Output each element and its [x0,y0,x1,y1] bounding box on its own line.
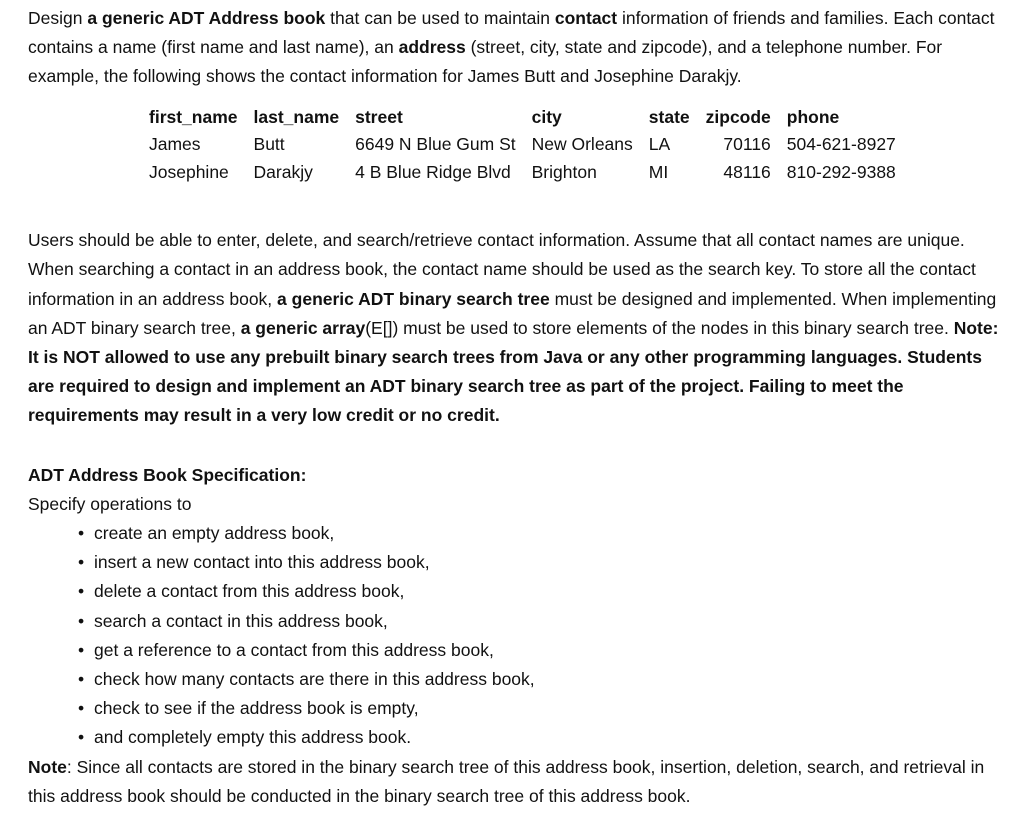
table-cell: New Orleans [531,134,633,155]
list-item-text: create an empty address book, [94,522,335,543]
requirements-bold-note: Note: It is NOT allowed to use any prebuilt binary search trees from Java or any other programming languages. Students are required to design and implement an ADT binary search tree as part of the project. Failing to meet the requirements may result in a very low credit or no credit. [28,317,999,426]
requirements-bold-generic-array: a generic array [240,317,366,338]
intro-bold-contact: contact [554,8,618,28]
requirements-text: Users should be able to enter, delete, and search/retrieve contact information. Assume that all contact names are unique. When searching a contact in an address book, the contact name should be used as the search key. To store all the contact information in an address book, [28,230,976,309]
list-item-text: check how many contacts are there in this address book, [94,668,535,689]
table-cell: Darakjy [253,161,313,182]
spec-heading-text: ADT Address Book Specification: [28,464,307,485]
table-row [142,159,905,187]
bullet-icon: • [78,639,85,660]
bullet-icon: • [78,698,85,719]
list-item [78,723,1010,752]
intro-bold-adt-address-book: a generic ADT Address book [87,8,326,28]
table-cell: 4 B Blue Ridge Blvd [355,161,511,182]
spec-lead: Specify operations to [28,493,192,514]
closing-note [28,753,1010,811]
column-header-first-name: first_name [149,106,238,127]
list-item-text: get a reference to a contact from this address book, [94,639,494,660]
table-cell: Butt [253,134,285,155]
requirements-bold-bst: a generic ADT binary search tree [277,288,550,309]
table-header-row [142,104,905,132]
table-row [142,131,905,159]
list-item [78,519,1010,548]
list-item-text: and completely empty this address book. [94,727,412,748]
list-item [78,577,1010,606]
bullet-icon: • [78,581,85,602]
intro-text: Design [28,8,88,28]
column-header-phone: phone [786,106,840,127]
table-cell: 6649 N Blue Gum St [355,134,516,155]
list-item-text: search a contact in this address book, [94,610,388,631]
operations-list [28,519,1010,753]
list-item [78,694,1010,723]
contact-example-table [142,104,905,187]
requirements-paragraph [28,226,1010,430]
requirements-text: (E[]) must be used to store elements of the nodes in this binary search tree. [365,317,954,338]
closing-note-label: Note [28,756,67,777]
column-header-street: street [355,106,403,127]
bullet-icon: • [78,552,85,573]
closing-note-text: : Since all contacts are stored in the binary search tree of this address book, insertion, deletion, search, and retrieval in this address book should be conducted in the binary search tree of this address book. [28,756,985,806]
column-header-zipcode: zipcode [705,106,771,127]
column-header-city: city [531,106,562,127]
bullet-icon: • [78,522,85,543]
list-item-text: insert a new contact into this address book, [94,552,430,573]
column-header-last-name: last_name [253,106,340,127]
table-cell: 504-621-8927 [786,134,896,155]
intro-text: information of friends and families. Each contact contains a name (first name and last name), an [28,8,995,58]
bullet-icon: • [78,668,85,689]
table-cell: 70116 [723,134,771,155]
intro-bold-address: address [398,37,466,58]
table-cell: Brighton [531,161,597,182]
intro-paragraph [28,4,1010,92]
list-item [78,548,1010,577]
column-header-state: state [648,106,690,127]
requirements-text: must be designed and implemented. When implementing an ADT binary search tree, [28,288,997,338]
spec-heading [28,461,1010,490]
bullet-icon: • [78,610,85,631]
bullet-icon: • [78,727,85,748]
list-item-text: delete a contact from this address book, [94,581,405,602]
table-cell: LA [648,134,671,155]
table-cell: Josephine [149,161,229,182]
list-item [78,636,1010,665]
table-cell: 48116 [723,161,771,182]
list-item [78,665,1010,694]
table-cell: James [149,134,201,155]
table-cell: MI [648,161,669,182]
table-cell: 810-292-9388 [786,161,896,182]
list-item [78,607,1010,636]
intro-text: (street, city, state and zipcode), and a telephone number. For example, the following shows the contact information for James Butt and Josephine Darakjy. [28,37,943,87]
intro-text: that can be used to maintain [325,8,555,28]
list-item-text: check to see if the address book is empty, [94,698,419,719]
